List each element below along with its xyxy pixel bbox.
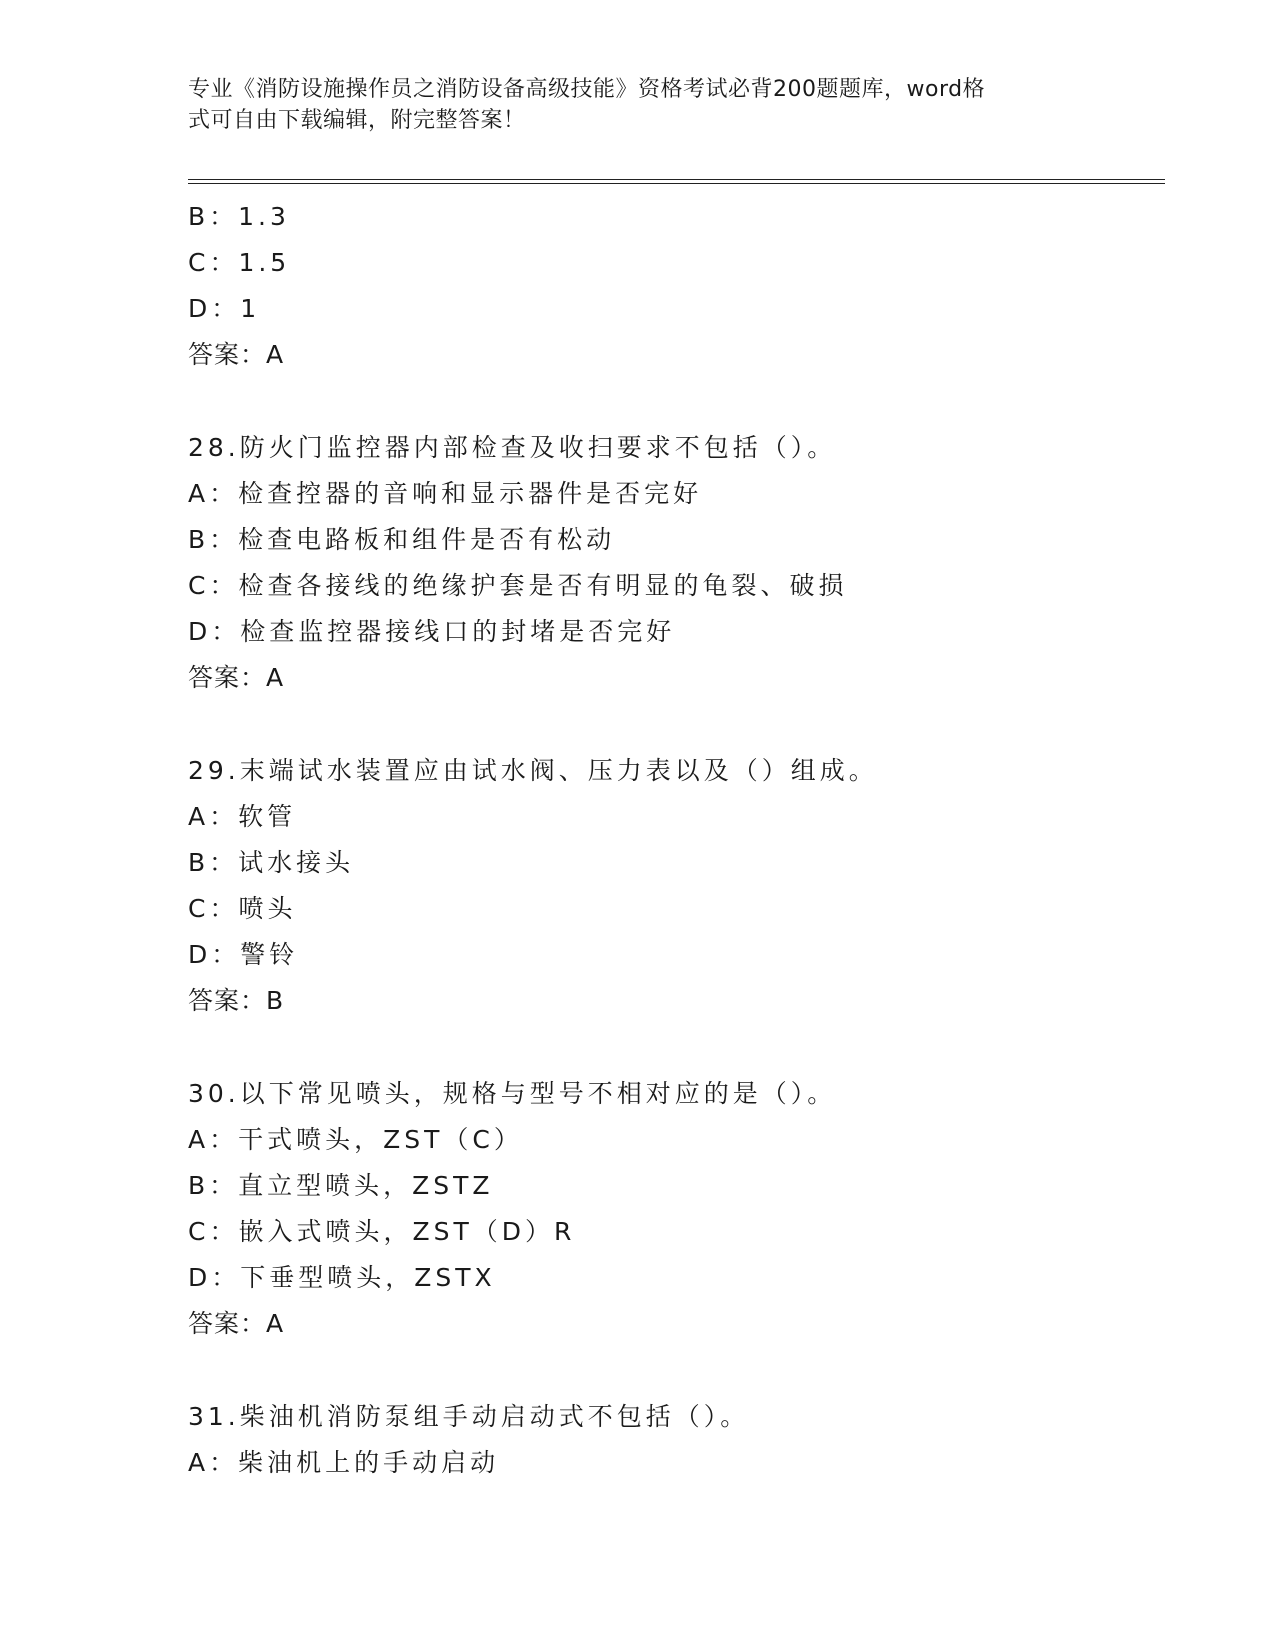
answer-line: 答案：A xyxy=(188,340,285,369)
option-c: C：喷头 xyxy=(188,894,297,923)
question-stem: 31.柴油机消防泵组手动启动式不包括（）。 xyxy=(188,1402,750,1431)
question-31 xyxy=(188,1394,1168,1486)
header-line-1: 专业《消防设施操作员之消防设备高级技能》资格考试必背200题题库，word格 xyxy=(188,77,986,102)
document-header xyxy=(188,74,1088,136)
question-stem: 28.防火门监控器内部检查及收扫要求不包括（）。 xyxy=(188,433,837,462)
option-a: A：检查控器的音响和显示器件是否完好 xyxy=(188,479,703,508)
option-d: D：下垂型喷头，ZSTX xyxy=(188,1263,496,1292)
option-c: C：嵌入式喷头，ZST（D）R xyxy=(188,1217,576,1246)
question-list xyxy=(188,194,1168,1486)
header-divider-bottom xyxy=(188,183,1165,184)
option-d: D：1 xyxy=(188,294,261,323)
header-line-2: 式可自由下载编辑，附完整答案！ xyxy=(188,108,526,133)
option-c: C：1.5 xyxy=(188,248,291,277)
option-b: B：试水接头 xyxy=(188,848,355,877)
partial-question xyxy=(188,194,1168,378)
option-c: C：检查各接线的绝缘护套是否有明显的龟裂、破损 xyxy=(188,571,848,600)
option-a: A：软管 xyxy=(188,802,297,831)
question-28 xyxy=(188,425,1168,701)
option-d: D：检查监控器接线口的封堵是否完好 xyxy=(188,617,676,646)
option-d: D：警铃 xyxy=(188,940,299,969)
question-29 xyxy=(188,748,1168,1024)
option-a: A：柴油机上的手动启动 xyxy=(188,1448,500,1477)
question-stem: 29.末端试水装置应由试水阀、压力表以及（）组成。 xyxy=(188,756,878,785)
answer-line: 答案：B xyxy=(188,986,285,1015)
option-b: B：直立型喷头，ZSTZ xyxy=(188,1171,494,1200)
option-b: B：1.3 xyxy=(188,202,290,231)
answer-line: 答案：A xyxy=(188,663,285,692)
question-stem: 30.以下常见喷头，规格与型号不相对应的是（）。 xyxy=(188,1079,837,1108)
option-a: A：干式喷头，ZST（C） xyxy=(188,1125,523,1154)
answer-line: 答案：A xyxy=(188,1309,285,1338)
question-30 xyxy=(188,1071,1168,1347)
header-divider-top xyxy=(188,179,1165,180)
option-b: B：检查电路板和组件是否有松动 xyxy=(188,525,616,554)
